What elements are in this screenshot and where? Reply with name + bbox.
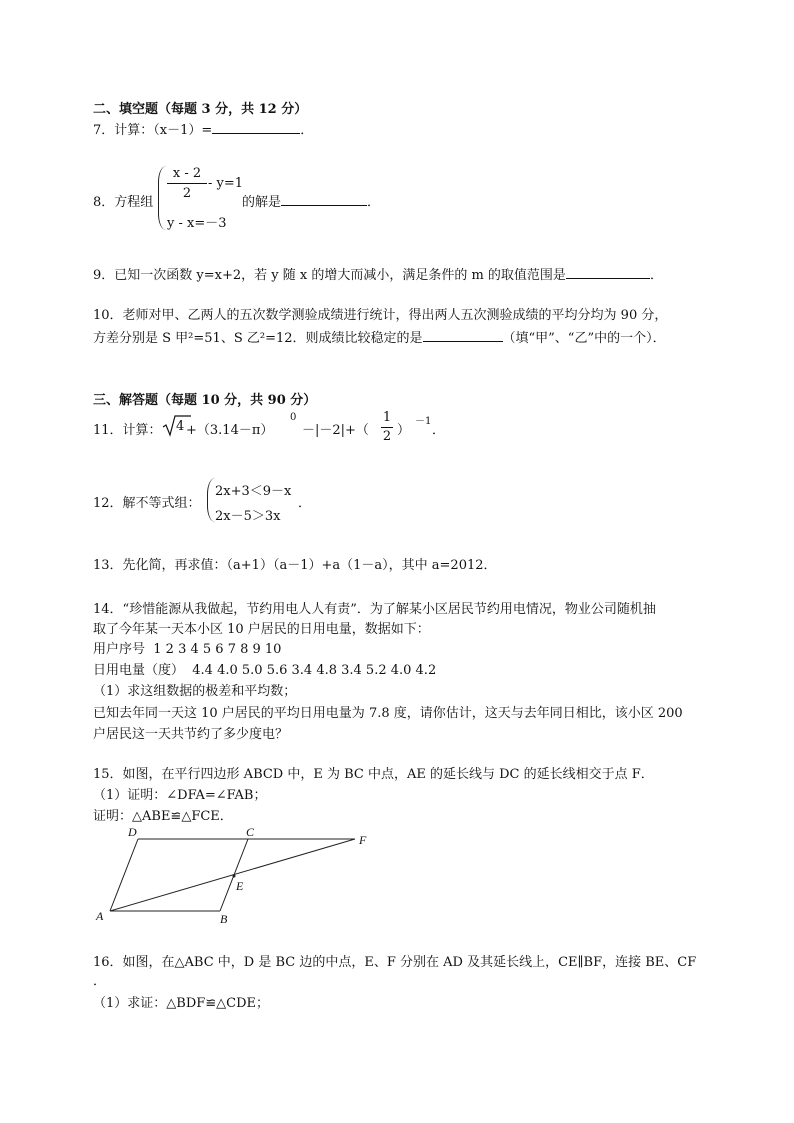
q11-denominator: 2 bbox=[382, 429, 392, 444]
q8-eq1-rest: - y=1 bbox=[208, 176, 244, 191]
q16-line2: ． bbox=[93, 974, 107, 989]
q7-text: 7．计算：（x－1）= bbox=[93, 123, 213, 138]
q10-line1: 10．老师对甲、乙两人的五次数学测验成绩进行统计，得出两人五次测验成绩的平均分均为 90 分， bbox=[93, 308, 668, 323]
q14-row2-label: 日用电量（度） bbox=[93, 663, 185, 678]
q8-label: 8．方程组 bbox=[93, 195, 154, 210]
question-7 bbox=[93, 119, 313, 138]
q8-eq1-numerator: x - 2 bbox=[172, 166, 202, 181]
label-D: D bbox=[128, 825, 137, 839]
q14-row1-label: 用户序号 bbox=[93, 642, 146, 657]
q10-line2-prefix: 方差分别是 S 甲²=51、S 乙²=12．则成绩比较稳定的是 bbox=[93, 331, 423, 346]
q16-sub1: （1）求证：△BDF≌△CDE； bbox=[93, 996, 270, 1011]
q8-brace bbox=[158, 166, 167, 230]
q14-row1 bbox=[93, 638, 281, 657]
q12-suffix: ． bbox=[298, 496, 312, 511]
q11-exp: －1 bbox=[415, 416, 432, 427]
q14-line3: 已知去年同一天这 10 户居民的平均日用电量为 7.8 度，请你估计，这天与去年同日相比，该小区 200 bbox=[93, 706, 683, 721]
q8-answer-line bbox=[242, 191, 380, 210]
label-E: E bbox=[236, 879, 244, 893]
q10-line2-suffix: （填“甲”、“乙”中的一个）． bbox=[502, 331, 666, 346]
q11-part1: +（3.14－π） bbox=[186, 423, 274, 438]
q8-answer-prefix: 的解是 bbox=[242, 195, 282, 210]
q12-label: 12．解不等式组： bbox=[93, 496, 201, 511]
q16-line1: 16．如图，在△ABC 中，D 是 BC 边的中点，E、F 分别在 AD 及其延长线上，CE∥BF，连接 BE、CF bbox=[93, 955, 697, 970]
section-3-title: 三、解答题（每题 10 分，共 90 分） bbox=[93, 393, 317, 408]
q10-line2 bbox=[93, 327, 666, 346]
label-B: B bbox=[220, 912, 228, 926]
label-A: A bbox=[96, 909, 104, 923]
q11-radicand: 4 bbox=[176, 419, 185, 434]
question-9 bbox=[93, 264, 663, 283]
q9-answer-blank[interactable] bbox=[566, 266, 650, 279]
q15-sub2: 证明：△ABE≌△FCE． bbox=[93, 809, 233, 824]
q12-brace bbox=[207, 478, 215, 522]
q14-line1: 14．“珍惜能源从我做起，节约用电人人有责”．为了解某小区居民节约用电情况，物业公司随机抽 bbox=[93, 602, 656, 617]
q8-eq2: y - x=－3 bbox=[167, 216, 227, 231]
q11-numerator: 1 bbox=[382, 410, 392, 425]
q12-line2: 2x－5＞3x bbox=[215, 509, 281, 524]
q11-exp0: 0 bbox=[290, 412, 297, 423]
q11-suffix: ． bbox=[432, 423, 446, 438]
q11-part2: －|－2|+（ bbox=[302, 423, 369, 438]
q8-answer-blank[interactable] bbox=[281, 193, 367, 206]
q11-fraction-line bbox=[381, 427, 393, 428]
q8-suffix: ． bbox=[367, 195, 381, 210]
section-2-title: 二、填空题（每题 3 分，共 12 分） bbox=[93, 102, 308, 117]
q8-fraction-line bbox=[167, 183, 207, 184]
q14-row2 bbox=[93, 659, 436, 678]
q11-prefix: 11．计算： bbox=[93, 423, 162, 438]
q12-line1: 2x+3＜9－x bbox=[215, 484, 292, 499]
q7-suffix: ． bbox=[300, 123, 314, 138]
q11-part3: ） bbox=[397, 423, 411, 438]
q14-line2: 取了今年某一天本小区 10 户居民的日用电量，数据如下： bbox=[93, 622, 430, 637]
q14-line4: 户居民这一天共节约了多少度电？ bbox=[93, 727, 289, 742]
q10-answer-blank[interactable] bbox=[423, 329, 503, 342]
label-C: C bbox=[246, 825, 255, 839]
q8-eq1-denominator: 2 bbox=[182, 186, 192, 201]
q15-line1: 15．如图，在平行四边形 ABCD 中，E 为 BC 中点，AE 的延长线与 DC 的延长线相交于点 F． bbox=[93, 767, 654, 782]
q14-sub1: （1）求这组数据的极差和平均数； bbox=[93, 684, 297, 699]
q9-suffix: ． bbox=[649, 268, 663, 283]
q14-row2-values: 4.4 4.0 5.0 5.6 3.4 4.8 3.4 5.2 4.0 4.2 bbox=[192, 663, 437, 678]
q9-text: 9．已知一次函数 y=x+2，若 y 随 x 的增大而减小，满足条件的 m 的取值范围是 bbox=[93, 268, 566, 283]
q15-sub1: （1）证明：∠DFA=∠FAB； bbox=[93, 788, 267, 803]
question-13: 13．先化简，再求值：（a+1）（a－1）+a（1－a），其中 a=2012． bbox=[93, 558, 497, 573]
parallelogram-figure bbox=[90, 822, 380, 927]
q14-row1-values: 1 2 3 4 5 6 7 8 9 10 bbox=[153, 642, 282, 657]
q7-answer-blank[interactable] bbox=[212, 121, 300, 134]
label-F: F bbox=[359, 833, 367, 847]
